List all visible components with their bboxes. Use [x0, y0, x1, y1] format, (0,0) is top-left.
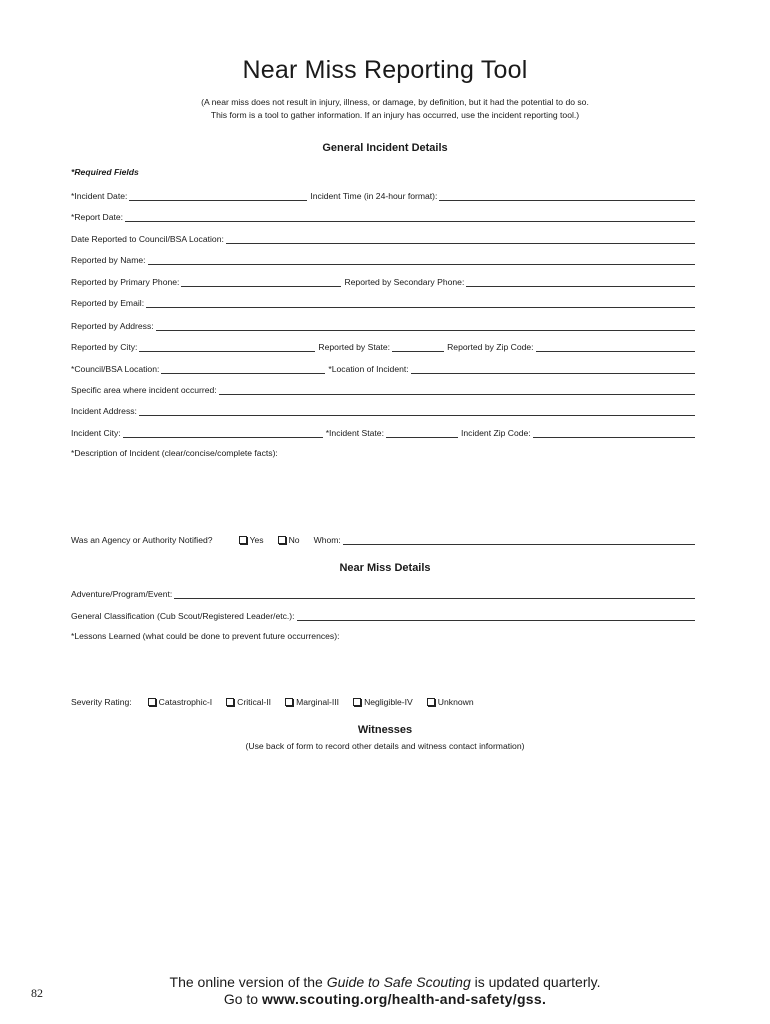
intro-line-1: (A near miss does not result in injury, illness, or damage, by definition, but it had the potential to do so.	[201, 97, 589, 107]
state-field[interactable]	[392, 342, 444, 352]
severity-option-label: Marginal-III	[296, 697, 340, 707]
incident-city-label: Incident City:	[71, 428, 121, 438]
checkbox-icon	[353, 698, 361, 706]
severity-option-marginal[interactable]	[285, 697, 339, 707]
required-fields-note: *Required Fields	[71, 167, 139, 177]
row-email	[71, 296, 698, 308]
incident-zip-label: Incident Zip Code:	[460, 428, 531, 438]
severity-option-catastrophic[interactable]	[148, 697, 213, 707]
checkbox-icon	[278, 536, 286, 544]
guide-title: Guide to Safe Scouting	[326, 974, 471, 990]
severity-option-label: Catastrophic-I	[158, 697, 213, 707]
row-incident-date	[71, 189, 698, 201]
row-severity	[71, 695, 698, 707]
email-field[interactable]	[146, 298, 695, 308]
row-reported-by-name	[71, 253, 698, 265]
severity-option-negligible[interactable]	[353, 697, 413, 707]
row-city-state-zip	[71, 340, 698, 352]
location-of-incident-field[interactable]	[411, 364, 695, 374]
row-council-location	[71, 362, 698, 374]
council-location-field[interactable]	[161, 364, 325, 374]
incident-time-label: Incident Time (in 24-hour format):	[310, 191, 438, 201]
incident-address-label: Incident Address:	[71, 406, 137, 416]
witnesses-heading: Witnesses	[357, 724, 413, 736]
row-report-date	[71, 210, 698, 222]
row-specific-area	[71, 383, 698, 395]
checkbox-icon	[148, 698, 156, 706]
row-incident-address	[71, 404, 698, 416]
row-adventure	[71, 587, 698, 599]
address-label: Reported by Address:	[71, 321, 154, 331]
checkbox-icon	[285, 698, 293, 706]
lessons-learned-label: *Lessons Learned (what could be done to prevent future occurrences):	[71, 631, 340, 641]
agency-no-label: No	[288, 535, 300, 545]
agency-question-label: Was an Agency or Authority Notified?	[71, 535, 213, 545]
address-field[interactable]	[156, 321, 695, 331]
incident-state-field[interactable]	[386, 428, 458, 438]
gss-url-link[interactable]: www.scouting.org/health-and-safety/gss.	[261, 991, 547, 1007]
adventure-field[interactable]	[174, 589, 695, 599]
date-reported-council-label: Date Reported to Council/BSA Location:	[71, 234, 224, 244]
date-reported-council-field[interactable]	[226, 234, 695, 244]
footer-line-1	[0, 974, 770, 991]
severity-option-label: Critical-II	[237, 697, 272, 707]
reported-by-name-label: Reported by Name:	[71, 255, 146, 265]
secondary-phone-field[interactable]	[466, 277, 695, 287]
report-date-label: *Report Date:	[71, 212, 124, 222]
incident-address-field[interactable]	[139, 406, 695, 416]
severity-option-critical[interactable]	[226, 697, 271, 707]
incident-time-field[interactable]	[439, 191, 695, 201]
page-number: 82	[31, 986, 43, 1000]
intro-line-2: This form is a tool to gather information. If an injury has occurred, use the incident reporting tool.)	[210, 110, 580, 120]
incident-date-field[interactable]	[129, 191, 307, 201]
agency-yes-label: Yes	[249, 535, 264, 545]
footer-line-2-prefix: Go to	[223, 991, 262, 1007]
description-label: *Description of Incident (clear/concise/complete facts):	[71, 448, 278, 458]
classification-field[interactable]	[297, 611, 695, 621]
checkbox-icon	[226, 698, 234, 706]
incident-date-label: *Incident Date:	[71, 191, 128, 201]
incident-state-label: *Incident State:	[325, 428, 384, 438]
row-date-reported-council	[71, 232, 698, 244]
severity-option-unknown[interactable]	[427, 697, 474, 707]
general-details-heading: General Incident Details	[322, 142, 448, 154]
form-title: Near Miss Reporting Tool	[242, 56, 528, 84]
whom-label: Whom:	[313, 535, 341, 545]
primary-phone-field[interactable]	[181, 277, 341, 287]
specific-area-field[interactable]	[219, 385, 695, 395]
incident-city-field[interactable]	[123, 428, 323, 438]
agency-no-option[interactable]	[278, 535, 300, 545]
witnesses-note: (Use back of form to record other details and witness contact information)	[245, 741, 525, 751]
reported-by-name-field[interactable]	[148, 255, 695, 265]
row-address	[71, 319, 698, 331]
footer-line-1-suffix: is updated quarterly.	[470, 974, 601, 990]
severity-option-label: Negligible-IV	[364, 697, 413, 707]
whom-field[interactable]	[343, 535, 695, 545]
email-label: Reported by Email:	[71, 298, 145, 308]
location-of-incident-label: *Location of Incident:	[328, 364, 409, 374]
row-phones	[71, 275, 698, 287]
row-incident-city-state-zip	[71, 426, 698, 438]
city-label: Reported by City:	[71, 342, 138, 352]
footer-notice	[0, 974, 770, 1008]
primary-phone-label: Reported by Primary Phone:	[71, 277, 180, 287]
council-location-label: *Council/BSA Location:	[71, 364, 160, 374]
state-label: Reported by State:	[318, 342, 391, 352]
row-agency-notified	[71, 533, 698, 545]
adventure-label: Adventure/Program/Event:	[71, 589, 173, 599]
zip-field[interactable]	[536, 342, 695, 352]
agency-yes-option[interactable]	[239, 535, 264, 545]
checkbox-icon	[427, 698, 435, 706]
severity-option-label: Unknown	[437, 697, 474, 707]
footer-line-2	[0, 991, 770, 1008]
checkbox-icon	[239, 536, 247, 544]
secondary-phone-label: Reported by Secondary Phone:	[344, 277, 465, 287]
severity-label: Severity Rating:	[71, 697, 132, 707]
report-date-field[interactable]	[125, 212, 695, 222]
classification-label: General Classification (Cub Scout/Registered Leader/etc.):	[71, 611, 295, 621]
specific-area-label: Specific area where incident occurred:	[71, 385, 217, 395]
city-field[interactable]	[139, 342, 315, 352]
row-classification	[71, 609, 698, 621]
footer-line-1-prefix: The online version of the	[169, 974, 327, 990]
incident-zip-field[interactable]	[533, 428, 695, 438]
zip-label: Reported by Zip Code:	[447, 342, 534, 352]
near-miss-heading: Near Miss Details	[339, 562, 431, 574]
